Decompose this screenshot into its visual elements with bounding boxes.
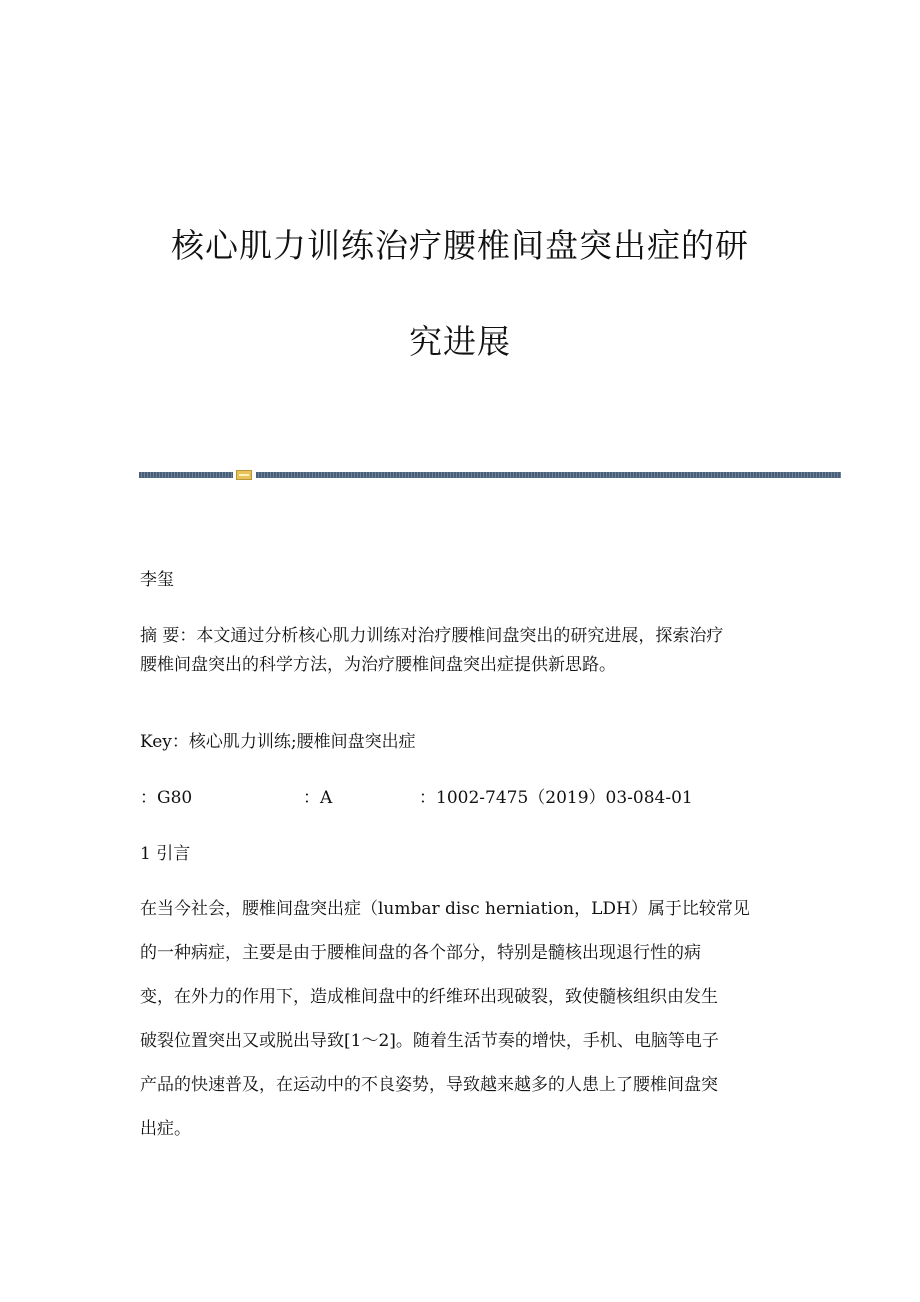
paragraph-line: 出症。 <box>140 1119 191 1139</box>
paragraph-line: 破裂位置突出又或脱出导致[1～2]。随着生活节奏的增快，手机、电脑等电子 <box>140 1031 719 1051</box>
section-heading: 1 引言 <box>140 844 191 864</box>
abstract <box>140 626 780 675</box>
title-line-2: 究进展 <box>409 322 511 361</box>
title-divider <box>139 470 841 480</box>
divider-bar-left <box>139 472 233 478</box>
clc-number: ：G80 <box>140 788 193 808</box>
article-id: ：1002-7475（2019）03-084-01 <box>419 788 693 808</box>
keywords: Key：核心肌力训练;腰椎间盘突出症 <box>140 732 416 752</box>
title-line-1: 核心肌力训练治疗腰椎间盘突出症的研 <box>171 226 749 265</box>
paragraph-line: 在当今社会，腰椎间盘突出症（lumbar disc herniation，LDH）属于比较常见 <box>140 899 750 919</box>
author-name: 李玺 <box>140 570 174 590</box>
paragraph-line: 的一种病症，主要是由于腰椎间盘的各个部分，特别是髓核出现退行性的病 <box>140 943 701 963</box>
divider-emblem-icon <box>236 470 252 480</box>
abstract-line-1: 摘 要：本文通过分析核心肌力训练对治疗腰椎间盘突出的研究进展，探索治疗 <box>140 626 724 646</box>
document-code: ：A <box>303 788 333 808</box>
paragraph-line: 产品的快速普及，在运动中的不良姿势，导致越来越多的人患上了腰椎间盘突 <box>140 1075 718 1095</box>
divider-bar-right <box>256 472 841 478</box>
abstract-line-2: 腰椎间盘突出的科学方法，为治疗腰椎间盘突出症提供新思路。 <box>140 655 616 675</box>
paragraph-line: 变，在外力的作用下，造成椎间盘中的纤维环出现破裂，致使髓核组织由发生 <box>140 987 718 1007</box>
